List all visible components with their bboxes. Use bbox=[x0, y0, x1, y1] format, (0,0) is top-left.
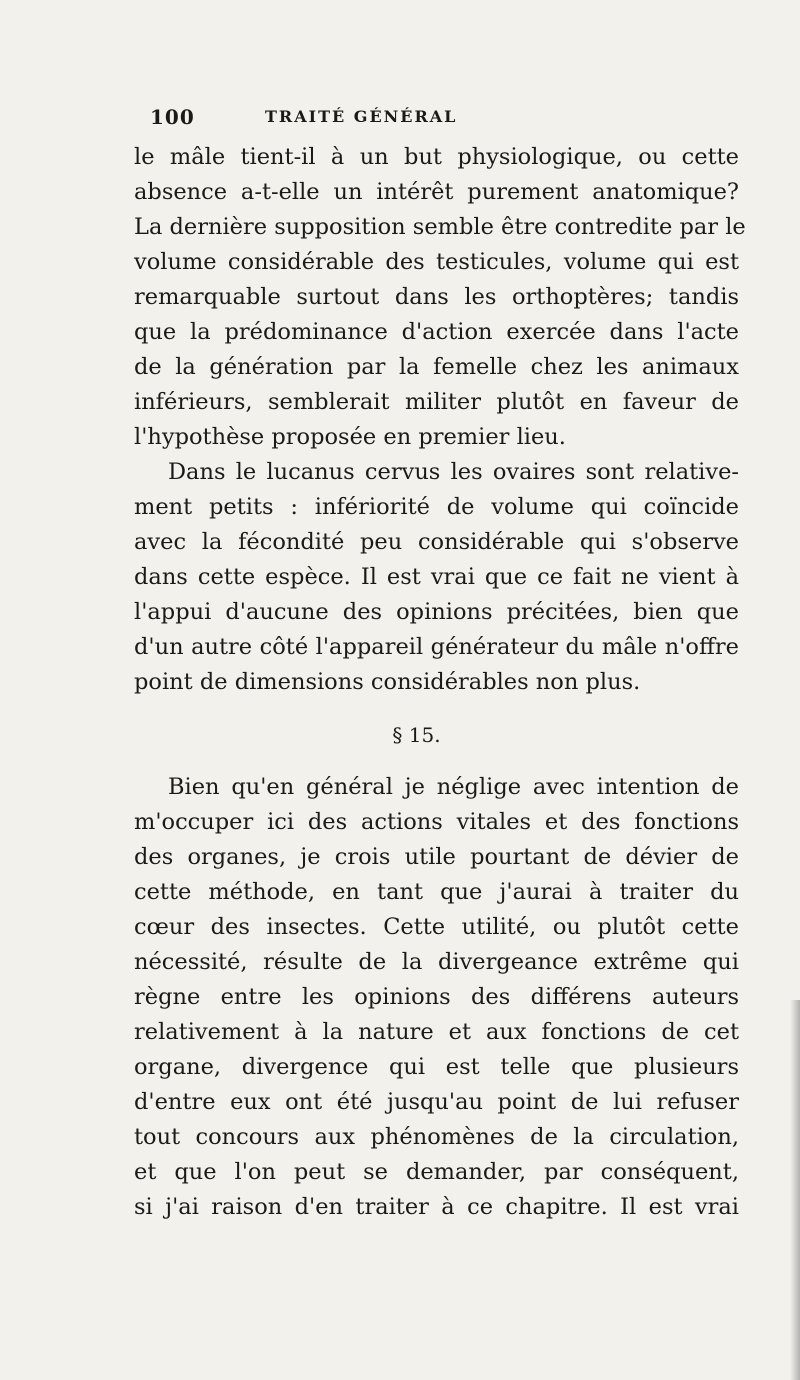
page-number: 100 bbox=[150, 105, 195, 129]
page-header bbox=[150, 105, 690, 129]
running-head: TRAITÉ GÉNÉRAL bbox=[265, 107, 458, 126]
text-line: l'appui d'aucune des opinions précitées, bien que bbox=[134, 599, 739, 625]
text-line: organe, divergence qui est telle que plusieurs bbox=[134, 1054, 739, 1080]
text-line: avec la fécondité peu considérable qui s'observe bbox=[134, 529, 739, 555]
text-line: point de dimensions considérables non plus. bbox=[134, 669, 641, 695]
text-line: d'entre eux ont été jusqu'au point de lui refuser bbox=[134, 1089, 739, 1115]
text-line: absence a-t-elle un intérêt purement anatomique? bbox=[134, 179, 739, 205]
text-line: cette méthode, en tant que j'aurai à traiter du bbox=[134, 879, 739, 905]
text-line: que la prédominance d'action exercée dans l'acte bbox=[134, 319, 739, 345]
text-line: règne entre les opinions des différens auteurs bbox=[134, 984, 739, 1010]
body-text bbox=[134, 140, 746, 1225]
text-line: tout concours aux phénomènes de la circulation, bbox=[134, 1124, 739, 1150]
text-line: nécessité, résulte de la divergeance extrême qui bbox=[134, 949, 739, 975]
text-line: volume considérable des testicules, volume qui est bbox=[134, 249, 739, 275]
text-line: La dernière supposition semble être contredite par le bbox=[134, 214, 746, 240]
text-line: si j'ai raison d'en traiter à ce chapitre. Il est vrai bbox=[134, 1194, 739, 1220]
text-line: cœur des insectes. Cette utilité, ou plutôt cette bbox=[134, 914, 739, 940]
text-line: d'un autre côté l'appareil générateur du mâle n'offre bbox=[134, 634, 739, 660]
text-line: remarquable surtout dans les orthoptères; tandis bbox=[134, 284, 739, 310]
text-line: relativement à la nature et aux fonctions de cet bbox=[134, 1019, 739, 1045]
text-line: des organes, je crois utile pourtant de dévier de bbox=[134, 844, 739, 870]
text-line: et que l'on peut se demander, par conséquent, bbox=[134, 1159, 739, 1185]
section-heading: § 15. bbox=[392, 723, 441, 747]
page-edge-shadow bbox=[790, 1000, 800, 1380]
text-line: m'occuper ici des actions vitales et des fonctions bbox=[134, 809, 739, 835]
text-line: dans cette espèce. Il est vrai que ce fait ne vient à bbox=[134, 564, 739, 590]
text-line: ment petits : infériorité de volume qui coïncide bbox=[134, 494, 739, 520]
text-line: inférieurs, semblerait militer plutôt en faveur de bbox=[134, 389, 739, 415]
text-line: l'hypothèse proposée en premier lieu. bbox=[134, 424, 566, 450]
paragraph-1 bbox=[134, 140, 746, 455]
paragraph-3 bbox=[134, 770, 739, 1225]
text-line: Bien qu'en général je néglige avec intention de bbox=[168, 774, 739, 800]
text-line: le mâle tient-il à un but physiologique, ou cette bbox=[134, 144, 739, 170]
text-line: de la génération par la femelle chez les animaux bbox=[134, 354, 739, 380]
text-line: Dans le lucanus cervus les ovaires sont relative- bbox=[168, 459, 739, 485]
paragraph-2 bbox=[134, 455, 739, 700]
